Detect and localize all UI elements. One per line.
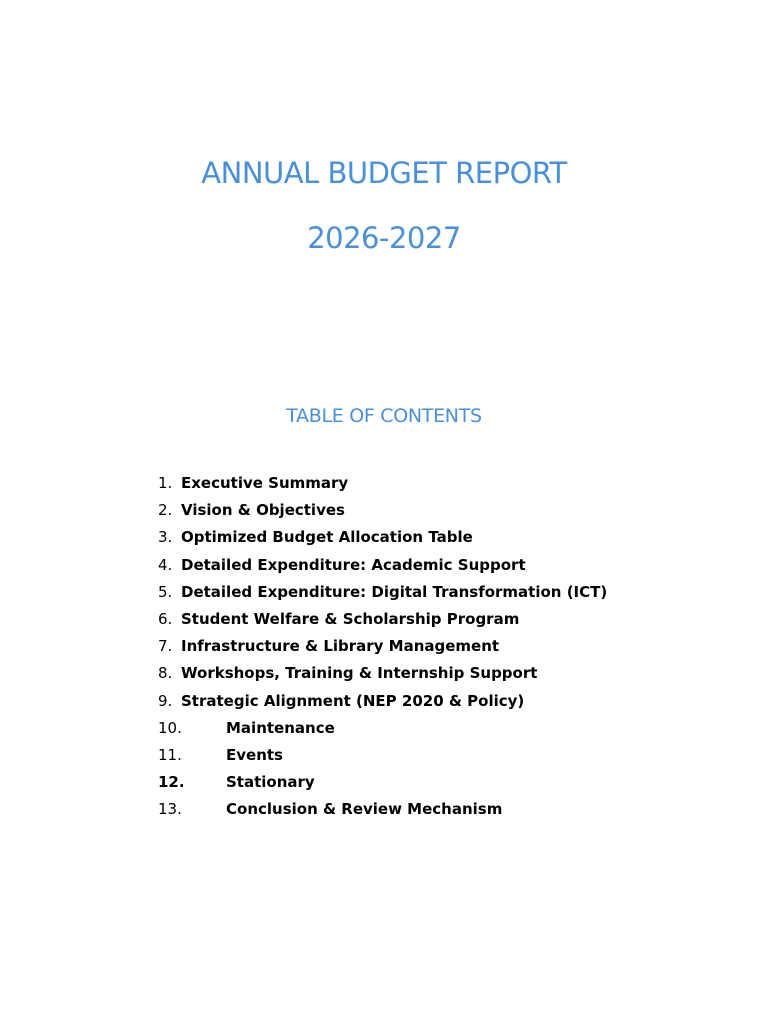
toc-item-title: Vision & Objectives xyxy=(181,501,345,520)
toc-item-title: Student Welfare & Scholarship Program xyxy=(181,609,520,628)
toc-item-number: 1. xyxy=(158,474,173,492)
toc-heading: TABLE OF CONTENTS xyxy=(286,405,482,427)
toc-item-number: 2. xyxy=(158,501,173,520)
toc-item-title: Executive Summary xyxy=(181,474,349,492)
toc-item-number: 11. xyxy=(158,745,182,764)
toc-item-title: Events xyxy=(226,745,283,764)
toc-item-number: 12. xyxy=(158,773,185,792)
toc-item-number: 6. xyxy=(158,609,173,628)
toc-item-number: 7. xyxy=(158,637,173,656)
toc-item-title: Detailed Expenditure: Academic Support xyxy=(181,555,526,574)
report-title: ANNUAL BUDGET REPORT xyxy=(201,156,567,190)
toc-item-title: Conclusion & Review Mechanism xyxy=(226,800,503,819)
toc-item-number: 5. xyxy=(158,582,173,601)
toc-item-title: Strategic Alignment (NEP 2020 & Policy) xyxy=(181,691,525,710)
toc-item-number: 8. xyxy=(158,664,173,683)
toc-item-title: Maintenance xyxy=(226,718,335,737)
toc-item-number: 3. xyxy=(158,528,173,547)
toc-item-number: 13. xyxy=(158,800,182,819)
toc-item-title: Workshops, Training & Internship Support xyxy=(181,664,538,683)
toc-item-title: Stationary xyxy=(226,773,315,792)
toc-item-number: 9. xyxy=(158,691,173,710)
report-year: 2026-2027 xyxy=(307,221,461,255)
toc-item-number: 4. xyxy=(158,555,173,574)
toc-item-title: Optimized Budget Allocation Table xyxy=(181,528,473,547)
toc-item-title: Detailed Expenditure: Digital Transformation (ICT) xyxy=(181,582,608,601)
toc-item-number: 10. xyxy=(158,718,182,737)
toc-item-title: Infrastructure & Library Management xyxy=(181,637,500,656)
